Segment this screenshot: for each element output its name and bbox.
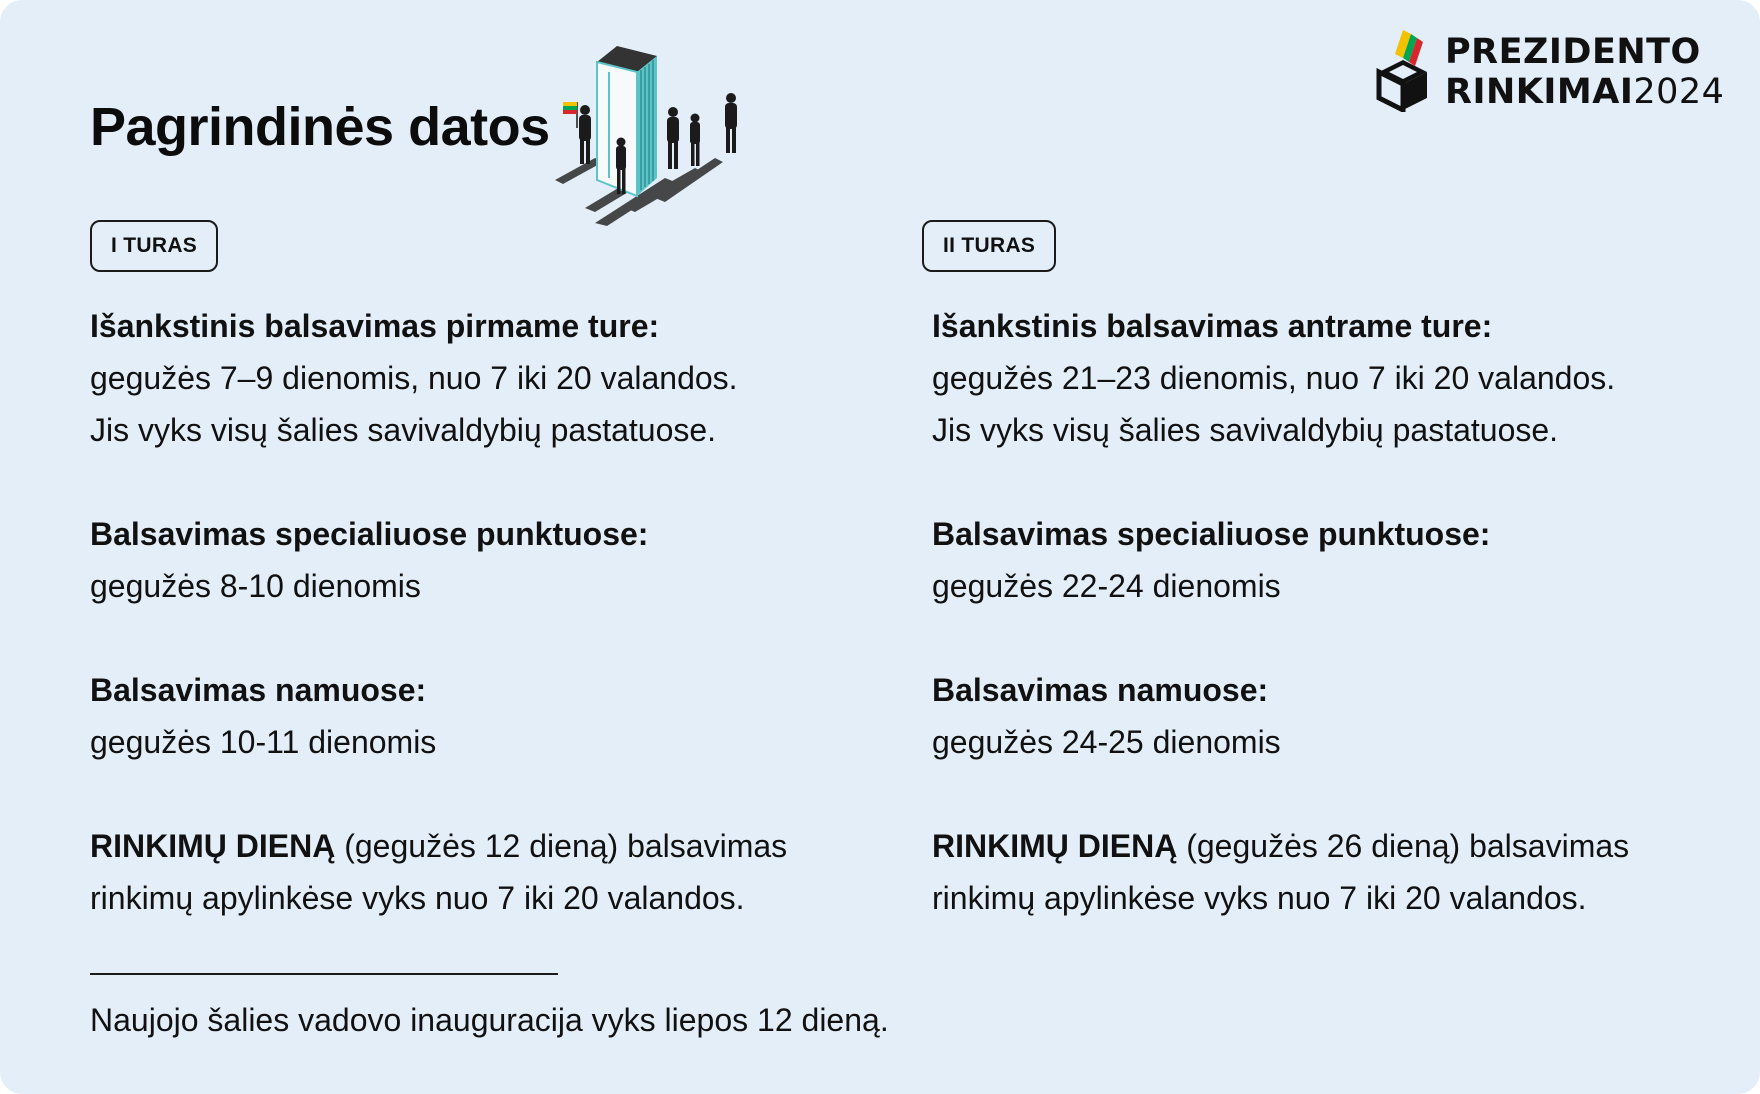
round-1-special-points [90,508,890,612]
round-1-election-day-line-2: rinkimų apylinkėse vyks nuo 7 iki 20 valandos. [90,880,745,916]
round-1-special-points-heading: Balsavimas specialiuose punktuose: [90,516,649,552]
round-2-special-points-dates: gegužės 22-24 dienomis [932,568,1281,604]
ballot-box-icon [1375,24,1435,112]
round-1-early-voting-dates: gegužės 7–9 dienomis, nuo 7 iki 20 valandos. [90,360,738,396]
round-2-early-voting-heading: Išankstinis balsavimas antrame ture: [932,308,1493,344]
round-2-election-day-date: (gegužės 26 dieną) balsavimas [1177,828,1630,864]
round-1-election-day-line-1 [90,820,890,872]
round-2-early-voting [932,300,1732,456]
round-2-election-day [932,820,1732,924]
prezidento-rinkimai-logo [1375,24,1740,114]
round-2-election-day-line-2: rinkimų apylinkėse vyks nuo 7 iki 20 valandos. [932,880,1587,916]
logo-text [1445,32,1724,112]
round-2-special-points-heading: Balsavimas specialiuose punktuose: [932,516,1491,552]
round-1-early-voting-location: Jis vyks visų šalies savivaldybių pastatuose. [90,412,717,448]
round-1-home-voting-dates: gegužės 10-11 dienomis [90,724,437,760]
round-1-home-voting-heading: Balsavimas namuose: [90,672,427,708]
round-2-early-voting-dates: gegužės 21–23 dienomis, nuo 7 iki 20 valandos. [932,360,1616,396]
round-2-home-voting-dates: gegužės 24-25 dienomis [932,724,1281,760]
round-1-badge: I TURAS [90,220,218,272]
logo-line-1: PREZIDENTO [1445,32,1701,72]
round-1-early-voting-heading: Išankstinis balsavimas pirmame ture: [90,308,660,344]
round-2-column [932,220,1732,924]
round-2-special-points [932,508,1732,612]
logo-year: 2024 [1633,72,1725,112]
round-1-special-points-dates: gegužės 8-10 dienomis [90,568,421,604]
logo-line-2 [1445,72,1724,112]
round-1-election-day-label: RINKIMŲ DIENĄ [90,828,336,864]
round-1-election-day [90,820,890,924]
round-1-home-voting [90,664,890,768]
page-title: Pagrindinės datos [90,97,550,157]
inauguration-note: Naujojo šalies vadovo inauguracija vyks liepos 12 dieną. [90,1002,889,1038]
logo-line-2-text: RINKIMAI [1445,72,1634,112]
round-2-badge: II TURAS [922,220,1056,272]
round-2-home-voting [932,664,1732,768]
round-2-election-day-label: RINKIMŲ DIENĄ [932,828,1178,864]
round-1-column [90,220,890,924]
voting-booth-illustration [555,38,755,228]
round-2-early-voting-location: Jis vyks visų šalies savivaldybių pastatuose. [932,412,1559,448]
round-2-election-day-line-1 [932,820,1732,872]
round-2-home-voting-heading: Balsavimas namuose: [932,672,1269,708]
footer-divider [90,973,558,975]
round-1-early-voting [90,300,890,456]
round-1-election-day-date: (gegužės 12 dieną) balsavimas [335,828,788,864]
